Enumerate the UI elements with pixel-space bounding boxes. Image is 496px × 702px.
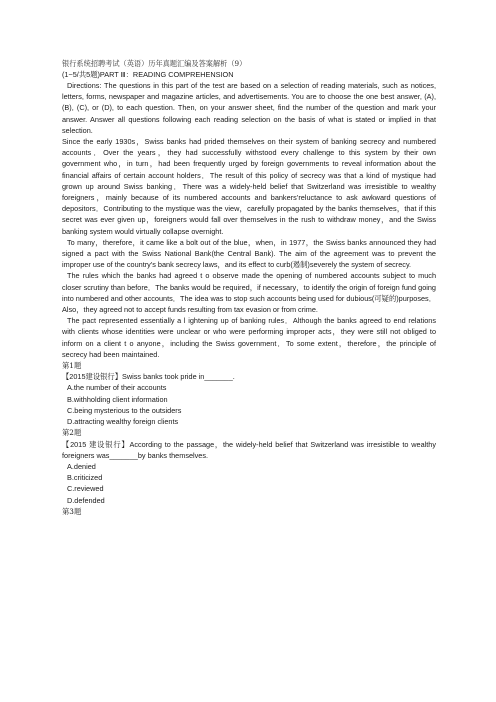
passage-paragraph-4: The pact represented essentially a l ightening up of banking rules．Although the banks agreed to end relations with clients whose identities were unclear or who were performing improper acts，they were still not obliged to inform on a client t o anyone，including the Swiss government．To some extent，therefore，the principle of secrecy had been maintained. [62,316,436,359]
question-2-option-b: B.criticized [67,473,103,483]
question-1-option-c: C.being mysterious to the outsiders [67,405,182,415]
question-2-stem: 【2015 建设银行】According to the passage，the widely-held belief that Switzerland was irresistible to wealthy foreigners was_______by banks themselves. [62,439,436,460]
question-3-number: 第3题 [62,506,82,516]
directions-paragraph: Directions: The questions in this part of the test are based on a selection of reading materials, such as notices, letters, forms, newspaper and magazine articles, and advertisements. You are to choose the one best answer, (A), (B), (C), or (D), to each question. Then, on your answer sheet, find the number of the question and mark your answer. Answer all questions following each reading selection on the basis of what is stated or implied in that selection. [62,81,436,135]
question-1-option-b: B.withholding client information [67,394,168,404]
document-title: 银行系统招聘考试（英语）历年真题汇编及答案解析（9） [62,59,247,68]
section-heading: (1~5/共5题)PART Ⅲ：READING COMPREHENSION [62,70,234,79]
question-2-number: 第2题 [62,428,82,438]
question-2-option-c: C.reviewed [67,484,104,494]
question-1-number: 第1题 [62,361,82,371]
question-1-stem: 【2015建设银行】Swiss banks took pride in_______. [62,372,235,382]
question-1-option-a: A.the number of their accounts [67,383,167,393]
passage-paragraph-2: To many，therefore，it came like a bolt out of the blue，when，in 1977，the Swiss banks announced they had signed a pact with the Swiss National Bank(the Central Bank). The aim of the agreement was to prevent the improper use of the country's bank secrecy laws，and its effect to curb(遏制)severely the system of secrecy. [62,237,436,270]
question-2-option-d: D.defended [67,495,105,505]
document-page [62,58,436,517]
question-2-option-a: A.denied [67,461,96,471]
question-1-option-d: D.attracting wealthy foreign clients [67,417,179,427]
passage-paragraph-1: Since the early 1930s，Swiss banks had prided themselves on their system of banking secrecy and numbered accounts．Over the years，they had successfully withstood every challenge to this system by their own government who，in turn，had been frequently urged by foreign governments to reveal information about the financial affairs of certain account holders．The result of this policy of secrecy was that a kind of mystique had grown up around Swiss banking．There was a widely-held belief that Switzerland was irresistible to wealthy foreigners，mainly because of its numbered accounts and bankers’reluctance to ask awkward questions of depositors．Contributing to the mystique was the view，carefully propagated by the banks themselves，that if this secret was ever given up，foreigners would fall over themselves in the rush to withdraw money，and the Swiss banking system would virtually collapse overnight. [62,137,436,236]
passage-paragraph-3: The rules which the banks had agreed t o observe made the opening of numbered accounts subject to much closer scrutiny than before．The banks would be required，if necessary，to identify the origin of foreign fund going into numbered and other accounts．The idea was to stop such accounts being used for dubious(可疑的)purposes．Also，they agreed not to accept funds resulting from tax evasion or from crime. [62,271,436,315]
